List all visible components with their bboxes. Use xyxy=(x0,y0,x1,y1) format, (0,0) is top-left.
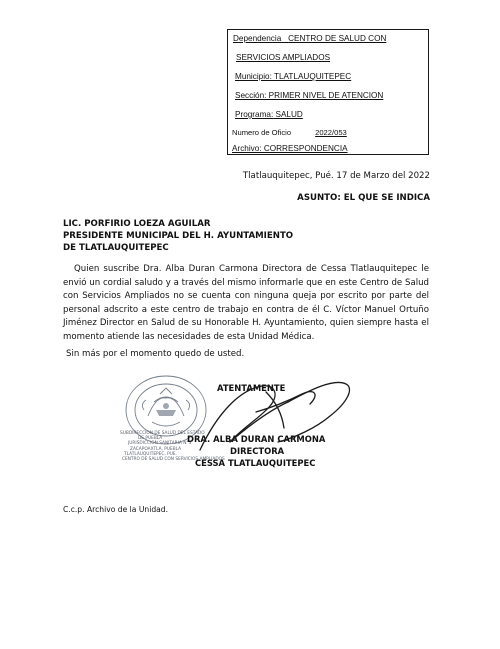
signature-unit: CESSA TLATLAUQUITEPEC xyxy=(195,458,316,468)
stamp-line-6: CENTRO DE SALUD CON SERVICIOS AMPLIADOS xyxy=(122,457,225,463)
body-paragraph: Quien suscribe Dra. Alba Duran Carmona Directora de Cessa Tlatlauquitepec le envió un cordial saludo y a través del mismo informarle que en este Centro de Salud con Servicios Ampliados no se cuenta con ninguna queja por escrito por parte del personal adscrito a este centro de trabajo en contra de él C. Víctor Manuel Ortuño Jiménez Director en Salud de su Honorable H. Ayuntamiento, quien siempre hasta el momento atiende las necesidades de esta Unidad Médica. xyxy=(63,264,429,342)
seccion-row: Sección: PRIMER NIVEL DE ATENCION xyxy=(235,91,384,100)
dependencia-value: CENTRO DE SALUD CON xyxy=(288,34,387,43)
dependencia-value-2: SERVICIOS AMPLIADOS xyxy=(236,53,331,62)
oficio-row xyxy=(232,128,347,137)
stamp-line-5: TLATLAUQUITEPEC, PUE. xyxy=(124,451,177,457)
programa-label: Programa: xyxy=(235,110,274,119)
archivo-row: Archivo: CORRESPONDENCIA xyxy=(232,144,348,153)
municipio-row: Municipio: TLATLAUQUITEPEC xyxy=(235,72,352,81)
recipient-name: LIC. PORFIRIO LOEZA AGUILAR xyxy=(63,219,211,229)
stamp-line-2: DE PUEBLA xyxy=(138,436,163,442)
subject-line: ASUNTO: EL QUE SE INDICA xyxy=(297,193,430,203)
recipient-place: DE TLATLAUQUITEPEC xyxy=(63,243,169,253)
oficio-value: 2022/053 xyxy=(315,128,347,137)
stamp-line-1: SUBDIRECCION DE SALUD DEL ESTADO xyxy=(120,431,205,436)
signature-name: DRA. ALBA DURAN CARMONA xyxy=(187,434,326,444)
recipient-title: PRESIDENTE MUNICIPAL DEL H. AYUNTAMIENTO xyxy=(63,231,294,241)
programa-value: SALUD xyxy=(275,110,303,119)
date-line: Tlatlauquitepec, Pué. 17 de Marzo del 2022 xyxy=(242,171,430,181)
programa-row xyxy=(235,110,303,119)
closing-line: Sin más por el momento quedo de usted. xyxy=(66,349,245,359)
stamp-line-3: JURISDICCION SANITARIA N°3 xyxy=(128,441,192,447)
signature-salutation: ATENTAMENTE xyxy=(217,383,286,393)
oficio-label: Numero de Oficio xyxy=(232,128,292,137)
dependencia-label: Dependencia xyxy=(233,34,282,43)
cc-line: C.c.p. Archivo de la Unidad. xyxy=(63,505,169,514)
signature-role: DIRECTORA xyxy=(230,446,285,456)
handwritten-signature xyxy=(170,372,360,472)
dependencia-row xyxy=(233,34,386,43)
stamp-line-4: ZACAPOAXTLA, PUEBLA xyxy=(130,446,182,452)
